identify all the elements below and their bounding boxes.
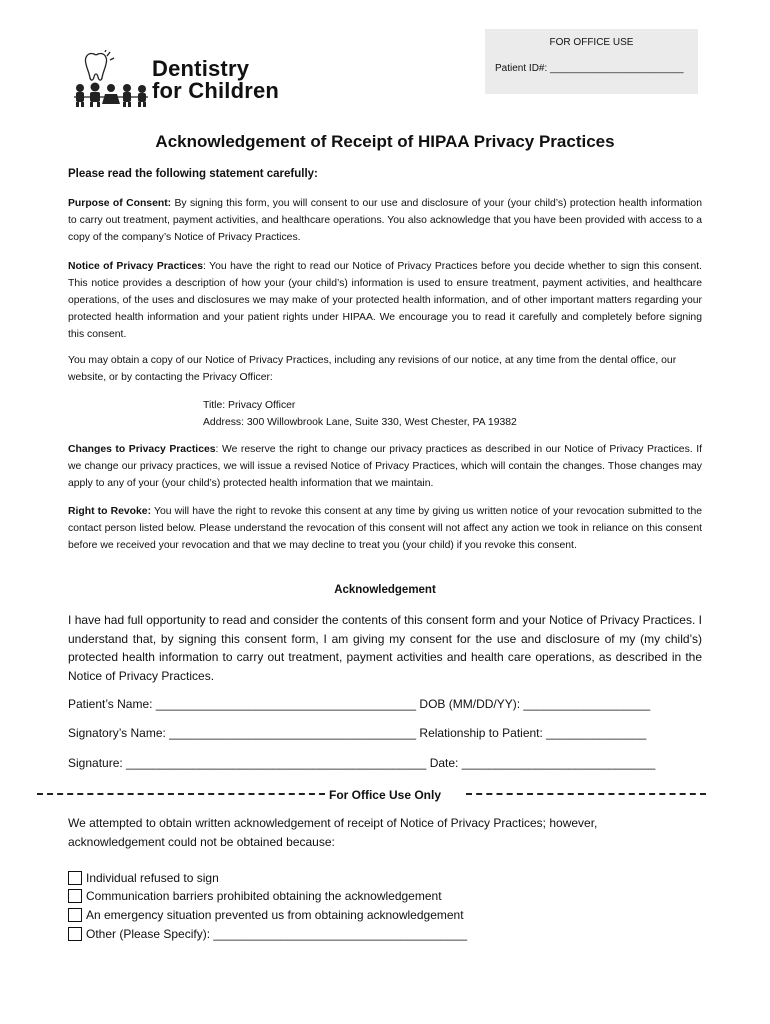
notice-paragraph — [68, 258, 702, 343]
checkbox-row[interactable] — [68, 869, 219, 887]
office-use-box — [485, 29, 698, 94]
contact-block — [203, 397, 517, 431]
patient-id-field[interactable]: Patient ID#: ________________________ — [495, 63, 684, 74]
purpose-text: By signing this form, you will consent to our use and disclosure of your (your child’s) protection health information to carry out treatment, payment activities, and healthcare operations. You also acknowledge that you have been provided with access to a copy of the company’s Notice of Privacy Practices. — [68, 198, 702, 243]
instructions-heading: Please read the following statement carefully: — [68, 168, 318, 180]
signature-field[interactable]: Signature: _____________________________________________ Date: _____________________________ — [68, 756, 656, 770]
divider-right — [466, 793, 706, 795]
notice-text: : You have the right to read our Notice of Privacy Practices before you decide whether to sign this consent. This notice provides a description of how your (your child’s) information is used to ensure treatment, payment activities, and healthcare operations, of the uses and disclosures we may make of your protected health information, and of other important matters regarding your protected health information and your patient rights under HIPAA. We encourage you to read it carefully and completely before signing this consent. — [68, 261, 702, 340]
checkbox[interactable] — [68, 927, 82, 941]
office-use-only-heading: For Office Use Only — [328, 788, 442, 802]
logo-wordmark — [152, 58, 279, 102]
contact-address: Address: 300 Willowbrook Lane, Suite 330, West Chester, PA 19382 — [203, 417, 517, 428]
checkbox[interactable] — [68, 908, 82, 922]
changes-text: : We reserve the right to change our privacy practices as described in our Notice of Privacy Practices. If we change our privacy practices, we will issue a revised Notice of Privacy Practices, which will contain the changes. Those changes may apply to any of your (your child’s) protected health information that we maintain. — [68, 444, 702, 489]
checkbox-row[interactable] — [68, 925, 467, 943]
checkbox-row[interactable] — [68, 906, 464, 924]
checkbox-label: Communication barriers prohibited obtaining the acknowledgement — [86, 889, 442, 903]
obtain-paragraph: You may obtain a copy of our Notice of Privacy Practices, including any revisions of our notice, at any time from the dental office, our website, or by contacting the Privacy Officer: — [68, 355, 677, 383]
checkbox[interactable] — [68, 871, 82, 885]
contact-title: Title: Privacy Officer — [203, 400, 296, 411]
checkbox[interactable] — [68, 889, 82, 903]
revoke-paragraph — [68, 503, 702, 554]
checkbox-label: Other (Please Specify): ______________________________________ — [86, 927, 467, 941]
revoke-label: Right to Revoke: — [68, 506, 152, 517]
acknowledgement-text: I have had full opportunity to read and consider the contents of this consent form and your Notice of Privacy Practices. I understand that, by signing this consent form, I am giving my consent for the use and disclosure of my (my child’s) protected health information to carry out treatment, payment activities and health care operations, as described in the Notice of Privacy Practices. — [68, 613, 702, 683]
checkbox-row[interactable] — [68, 887, 442, 905]
notice-label: Notice of Privacy Practices — [68, 261, 204, 272]
revoke-text: You will have the right to revoke this consent at any time by giving us written notice of your revocation submitted to the contact person listed below. Please understand the revocation of this consent will not affect any action we took in reliance on this consent before we received your revocation and that we may decline to treat you (your child) if you revoke this consent. — [68, 506, 702, 551]
page-title: Acknowledgement of Receipt of HIPAA Privacy Practices — [155, 132, 615, 151]
purpose-label: Purpose of Consent: — [68, 198, 172, 209]
acknowledgement-heading: Acknowledgement — [334, 584, 436, 596]
logo-line-1: Dentistry — [152, 56, 250, 81]
logo-line-2: for Children — [152, 78, 280, 103]
checkbox-label: An emergency situation prevented us from obtaining acknowledgement — [86, 908, 464, 922]
patient-name-field[interactable]: Patient’s Name: _______________________________________ DOB (MM/DD/YY): ___________________ — [68, 697, 651, 711]
children-and-tooth-icon — [72, 50, 150, 108]
attempt-text: We attempted to obtain written acknowledgement of receipt of Notice of Privacy Practices; however, acknowledgement could not be obtained because: — [68, 816, 598, 849]
changes-paragraph — [68, 441, 702, 492]
checkbox-label: Individual refused to sign — [86, 871, 219, 885]
changes-label: Changes to Privacy Practices — [68, 444, 216, 455]
office-use-title: FOR OFFICE USE — [549, 37, 634, 48]
purpose-paragraph — [68, 195, 702, 246]
signatory-field[interactable]: Signatory’s Name: _____________________________________ Relationship to Patient: _______________ — [68, 726, 647, 740]
